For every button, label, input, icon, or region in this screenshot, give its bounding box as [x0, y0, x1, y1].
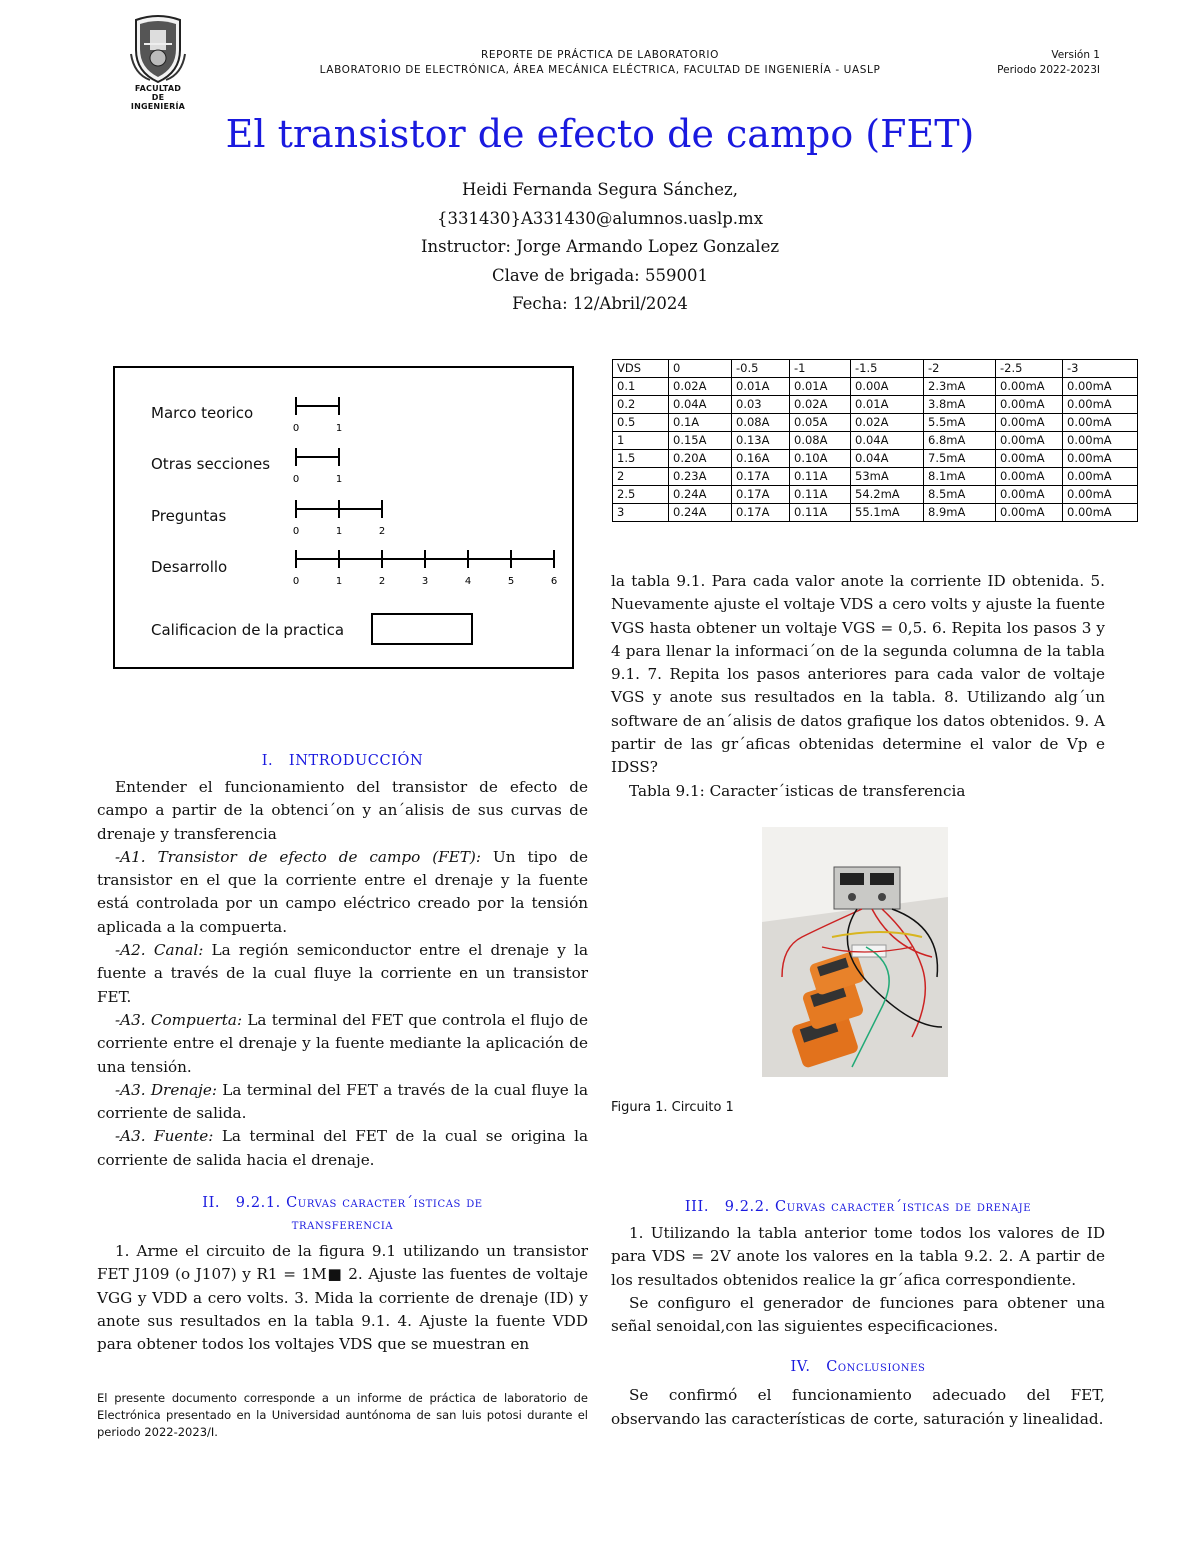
section-2-paragraph: 1. Arme el circuito de la figura 9.1 utilizando un transistor FET J109 (o J107) y R1 = 1M■ 2. Ajuste las fuentes de voltaje VGG y VDD a cero volts. 3. Mida la corriente de drenaje (ID) y anote sus resultados en la tabla 9.1. 4. Ajuste la fuente VDD para obtener todos los voltajes VDS que se muestran en	[97, 1242, 588, 1354]
table-cell: 0.00A	[851, 378, 924, 396]
faculty-seal-icon	[128, 14, 188, 84]
instructor: Instructor: Jorge Armando Lopez Gonzalez	[420, 237, 780, 256]
table-header-cell: -2	[924, 360, 996, 378]
table-cell: 2.5	[613, 486, 669, 504]
section-3-paragraph-1: 1. Utilizando la tabla anterior tome todos los valores de ID para VDS = 2V anote los valores en la tabla 9.2. 2. A partir de los resultados obtenidos realice la gr´afica correspondiente.	[611, 1224, 1105, 1289]
table-cell: 0.00mA	[1063, 450, 1138, 468]
footnote: El presente documento corresponde a un informe de práctica de laboratorio de Electrónica presentado en la Universidad auntónoma de san luis potosi durante el periodo 2022-2023/I.	[97, 1391, 588, 1439]
table-cell: 0.00mA	[1063, 378, 1138, 396]
table-cell: 5.5mA	[924, 414, 996, 432]
table-cell: 0.04A	[851, 432, 924, 450]
table-cell: 0.1A	[669, 414, 732, 432]
table-cell: 0.23A	[669, 468, 732, 486]
section-2-heading	[97, 1192, 588, 1236]
table-cell: 0.00mA	[996, 504, 1063, 522]
table-cell: 53mA	[851, 468, 924, 486]
scale-tick-label: 3	[421, 576, 429, 587]
scale-tick-label: 1	[335, 423, 343, 434]
scale-tick-label: 0	[292, 526, 300, 537]
section-intro-title: INTRODUCCIÓN	[288, 753, 424, 769]
definition-text: La terminal del FET a través de la cual fluye la corriente de salida.	[97, 1080, 588, 1123]
table-cell: 0.01A	[732, 378, 790, 396]
table-cell: 0.00mA	[1063, 468, 1138, 486]
section-2-number: II.	[202, 1195, 221, 1212]
table-cell: 0.11A	[790, 468, 851, 486]
table-row	[613, 486, 1138, 504]
definition-term: -A3. Compuerta:	[115, 1010, 243, 1029]
section-2-title: 9.2.1. Curvas caracter´isticas de	[235, 1195, 483, 1212]
header-lab-name: LABORATORIO DE ELECTRÓNICA, ÁREA MECÁNICA ELÉCTRICA, FACULTAD DE INGENIERÍA - UASLP	[319, 64, 881, 76]
table-cell: 1.5	[613, 450, 669, 468]
grade-label-preguntas: Preguntas	[151, 507, 227, 525]
scale-tick-label: 4	[464, 576, 472, 587]
definition-term: -A3. Drenaje:	[115, 1080, 217, 1099]
table-cell: 54.2mA	[851, 486, 924, 504]
scale-tick-label: 6	[550, 576, 558, 587]
table-cell: 0.11A	[790, 486, 851, 504]
definition-drenaje	[97, 1079, 588, 1126]
table-cell: 0.24A	[669, 504, 732, 522]
table-cell: 0.00mA	[996, 468, 1063, 486]
table-row	[613, 378, 1138, 396]
section-4-title: Conclusiones	[826, 1359, 926, 1376]
grade-label-otras: Otras secciones	[151, 455, 271, 473]
table-9-1	[612, 359, 1138, 522]
final-grade-label: Calificacion de la practica	[151, 621, 345, 639]
table-cell: 0.04A	[669, 396, 732, 414]
table-cell: 6.8mA	[924, 432, 996, 450]
header-period: Periodo 2022-2023I	[997, 64, 1100, 76]
logo-caption-line1: FACULTAD DE	[134, 84, 182, 102]
final-grade-input[interactable]	[371, 613, 473, 645]
table-header-cell: -0.5	[732, 360, 790, 378]
table-cell: 0.00mA	[996, 432, 1063, 450]
table-cell: 0.04A	[851, 450, 924, 468]
grading-scales	[115, 368, 576, 598]
table-cell: 0.01A	[851, 396, 924, 414]
table-cell: 0.05A	[790, 414, 851, 432]
definition-term: -A2. Canal:	[115, 941, 204, 960]
table-cell: 0.17A	[732, 504, 790, 522]
table-cell: 0.17A	[732, 486, 790, 504]
table-cell: 0.00mA	[996, 396, 1063, 414]
table-cell: 8.9mA	[924, 504, 996, 522]
table-header-row	[613, 360, 1138, 378]
table-cell: 0.00mA	[996, 378, 1063, 396]
table-cell: 0.00mA	[996, 450, 1063, 468]
table-cell: 0.02A	[790, 396, 851, 414]
definition-text: La región semiconductor entre el drenaje y la fuente a través de la cual fluye la corriente en un transistor FET.	[97, 941, 588, 1006]
definition-text: La terminal del FET que controla el flujo de corriente entre el drenaje y la fuente mediante la aplicación de una tensión.	[97, 1010, 588, 1076]
scale-tick-label: 1	[335, 576, 343, 587]
scale-tick-label: 0	[292, 423, 300, 434]
table-header-cell: -3	[1063, 360, 1138, 378]
scale-tick-label: 2	[378, 576, 386, 587]
section-3-heading	[611, 1196, 1105, 1218]
table-cell: 0.00mA	[996, 486, 1063, 504]
table-cell: 0.2	[613, 396, 669, 414]
table-header-cell: -1.5	[851, 360, 924, 378]
section-4-heading	[611, 1356, 1105, 1378]
table-cell: 2.3mA	[924, 378, 996, 396]
section-2-paragraph-cont: la tabla 9.1. Para cada valor anote la corriente ID obtenida. 5. Nuevamente ajuste el voltaje VDS a cero volts y ajuste la fuente VGS hasta obtener un voltaje VGS = 0,5. 6. Repita los pasos 3 y 4 para llenar la informaci´on de la segunda columna de la tabla 9.1. 7. Repita los pasos anteriores para cada valor de voltaje VGS y anote sus resultados en la tabla. 8. Utilizando alg´un software de an´alisis de datos grafique los datos obtenidos. 9. A partir de las gr´aficas obtenidas determine el valor de Vp e IDSS?	[611, 572, 1105, 777]
table-cell: 0.10A	[790, 450, 851, 468]
brigade-key: Clave de brigada: 559001	[492, 265, 708, 285]
table-cell: 0.11A	[790, 504, 851, 522]
table-cell: 8.1mA	[924, 468, 996, 486]
table-cell: 0.01A	[790, 378, 851, 396]
header-report-type: REPORTE DE PRÁCTICA DE LABORATORIO	[481, 49, 719, 61]
grading-box	[113, 366, 574, 669]
table-cell: 0.00mA	[1063, 414, 1138, 432]
table-cell: 8.5mA	[924, 486, 996, 504]
table-cell: 0.1	[613, 378, 669, 396]
section-3-title: 9.2.2. Curvas caracter´isticas de drenaje	[724, 1199, 1032, 1215]
section-3-paragraph-2: Se configuro el generador de funciones para obtener una señal senoidal,con las siguientes especificaciones.	[611, 1293, 1105, 1336]
logo-caption	[128, 84, 188, 111]
definition-compuerta	[97, 1009, 588, 1079]
author-name: Heidi Fernanda Segura Sánchez,	[461, 180, 738, 199]
report-date: Fecha: 12/Abril/2024	[512, 294, 688, 313]
table-cell: 0.00mA	[1063, 504, 1138, 522]
table-row	[613, 432, 1138, 450]
table-row	[613, 450, 1138, 468]
logo-caption-line2: INGENIERÍA	[130, 102, 186, 111]
running-header	[240, 48, 960, 78]
table-cell: 0.24A	[669, 486, 732, 504]
table-cell: 0.00mA	[1063, 486, 1138, 504]
definition-fuente	[97, 1125, 588, 1172]
table-header-cell: 0	[669, 360, 732, 378]
table-cell: 0.00mA	[1063, 432, 1138, 450]
right-column	[611, 570, 1105, 803]
figure-caption: Figura 1. Circuito 1	[611, 1100, 734, 1115]
table-caption: Tabla 9.1: Caracter´isticas de transferencia	[629, 781, 966, 800]
intro-paragraph: Entender el funcionamiento del transistor de efecto de campo a partir de la obtenci´on y an´alisis de sus curvas de drenaje y transferencia	[97, 778, 588, 843]
table-row	[613, 414, 1138, 432]
definition-text: La terminal del FET de la cual se origina la corriente de salida hacia el drenaje.	[97, 1127, 588, 1169]
table-cell: 0.08A	[732, 414, 790, 432]
table-cell: 0.13A	[732, 432, 790, 450]
grade-label-desarrollo: Desarrollo	[151, 558, 228, 576]
table-cell: 0.08A	[790, 432, 851, 450]
page-title: El transistor de efecto de campo (FET)	[225, 112, 975, 156]
table-cell: 0.02A	[851, 414, 924, 432]
definition-term: -A1. Transistor de efecto de campo (FET):	[115, 847, 481, 866]
table-cell: 0.15A	[669, 432, 732, 450]
definition-text: Un tipo de transistor en el que la corriente entre el drenaje y la fuente está controlada por un campo eléctrico creado por la tensión aplicada a la compuerta.	[97, 847, 588, 936]
table-header-cell: VDS	[613, 360, 669, 378]
table-cell: 0.17A	[732, 468, 790, 486]
table-cell: 7.5mA	[924, 450, 996, 468]
table-cell: 3.8mA	[924, 396, 996, 414]
circuit-photo-image	[762, 827, 948, 1077]
scale-tick-label: 2	[378, 526, 386, 537]
section-intro-heading	[97, 750, 588, 772]
table-header-cell: -1	[790, 360, 851, 378]
table-cell: 1	[613, 432, 669, 450]
definition-term: -A3. Fuente:	[115, 1127, 214, 1146]
table-cell: 0.00mA	[996, 414, 1063, 432]
circuit-photo	[762, 827, 948, 1077]
table-cell: 0.20A	[669, 450, 732, 468]
section-3-number: III.	[684, 1199, 710, 1215]
table-cell: 0.03	[732, 396, 790, 414]
table-cell: 55.1mA	[851, 504, 924, 522]
table-header-cell: -2.5	[996, 360, 1063, 378]
scale-tick-label: 5	[507, 576, 515, 587]
table-cell: 2	[613, 468, 669, 486]
scale-tick-label: 0	[292, 474, 300, 485]
author-block	[0, 176, 1200, 319]
section-4-number: IV.	[790, 1359, 811, 1376]
table-row	[613, 468, 1138, 486]
table-cell: 0.00mA	[1063, 396, 1138, 414]
table-cell: 0.16A	[732, 450, 790, 468]
table-cell: 0.5	[613, 414, 669, 432]
header-version-block	[960, 48, 1100, 78]
section-2-title-cont: transferencia	[291, 1217, 394, 1234]
left-column	[97, 750, 588, 1357]
scale-tick-label: 0	[292, 576, 300, 587]
right-column-lower	[611, 1196, 1105, 1431]
grade-label-marco: Marco teorico	[151, 404, 254, 422]
table-cell: 3	[613, 504, 669, 522]
author-email: {331430}A331430@alumnos.uaslp.mx	[436, 208, 763, 228]
scale-tick-label: 1	[335, 526, 343, 537]
scale-tick-label: 1	[335, 474, 343, 485]
header-version: Versión 1	[1051, 49, 1100, 61]
section-intro-number: I.	[261, 753, 274, 769]
faculty-logo	[128, 14, 188, 111]
table-row	[613, 396, 1138, 414]
table-row	[613, 504, 1138, 522]
table-cell: 0.02A	[669, 378, 732, 396]
definition-canal	[97, 939, 588, 1009]
definition-fet	[97, 846, 588, 939]
table-9-1-wrapper	[612, 359, 1138, 522]
conclusion-paragraph: Se confirmó el funcionamiento adecuado del FET, observando las características de corte, saturación y linealidad.	[611, 1386, 1105, 1428]
